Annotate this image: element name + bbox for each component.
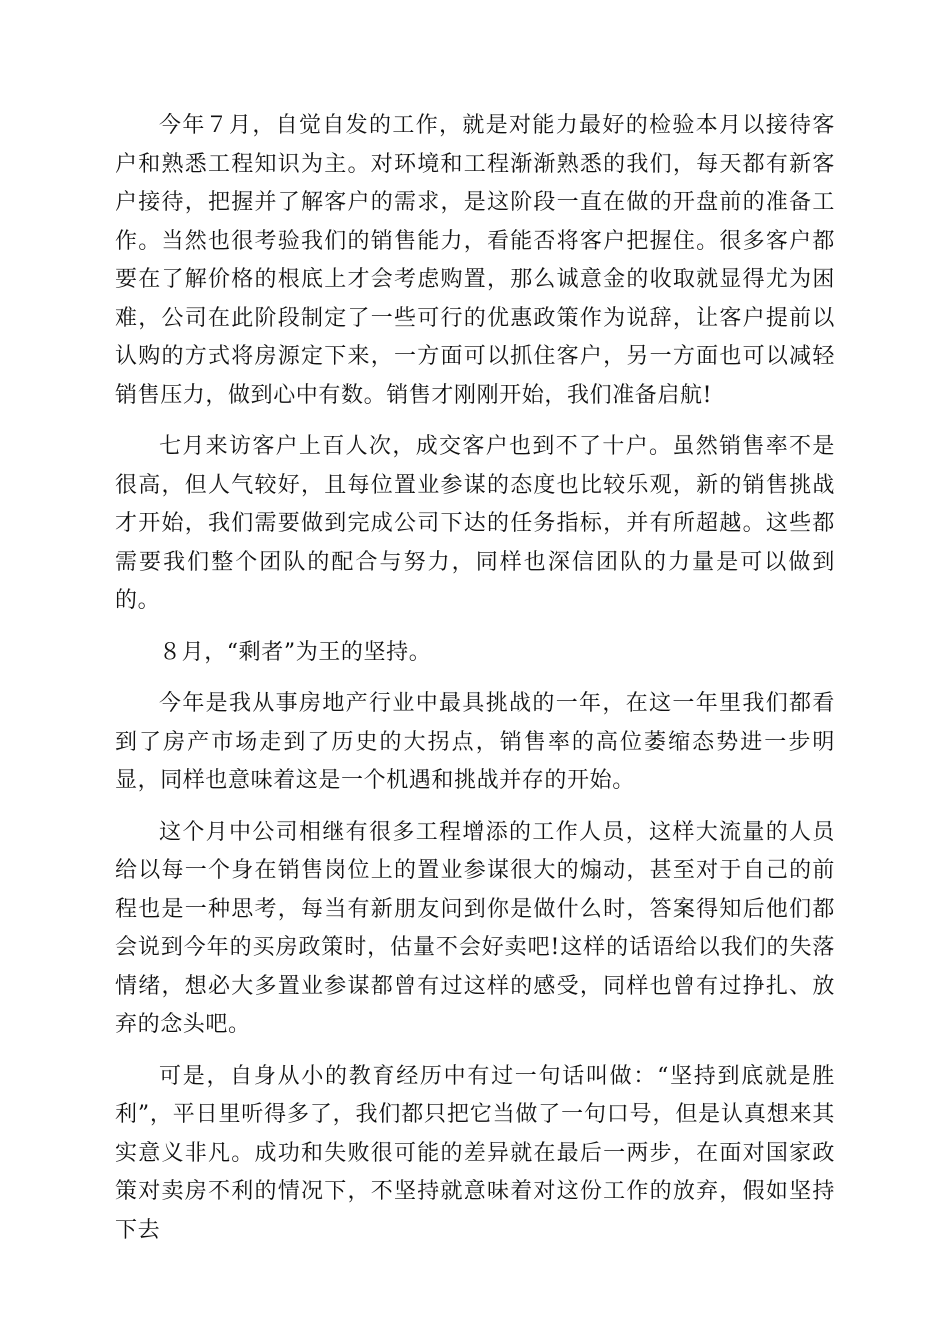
paragraph-staff-changes: 这个月中公司相继有很多工程增添的工作人员，这样大流量的人员给以每一个身在销售岗位上的置业参谋很大的煽动，甚至对于自己的前程也是一种思考，每当有新朋友问到你是做什么时，答案得知后他们都会说到今年的买房政策时，估量不会好卖吧!这样的话语给以我们的失落情绪，想必大多置业参谋都曾有过这样的感受，同样也曾有过挣扎、放弃的念头吧。	[115, 819, 835, 1037]
paragraph-persistence: 可是，自身从小的教育经历中有过一句话叫做：“坚持到底就是胜利”，平日里听得多了，我们都只把它当做了一句口号，但是认真想来其实意义非凡。成功和失败很可能的差异就在最后一两步，在面对国家政策对卖房不利的情况下，不坚持就意味着对这份工作的放弃，假如坚持下去	[115, 1063, 835, 1243]
document-body	[115, 107, 835, 1263]
paragraph-august-heading: ８月，“剩者”为王的坚持。	[159, 639, 432, 665]
paragraph-july-intro: 今年７月，自觉自发的工作，就是对能力最好的检验本月以接待客户和熟悉工程知识为主。对环境和工程渐渐熟悉的我们，每天都有新客户接待，把握并了解客户的需求，是这阶段一直在做的开盘前的准备工作。当然也很考验我们的销售能力，看能否将客户把握住。很多客户都要在了解价格的根底上才会考虑购置，那么诚意金的收取就显得尤为困难，公司在此阶段制定了一些可行的优惠政策作为说辞，让客户提前以认购的方式将房源定下来，一方面可以抓住客户，另一方面也可以减轻销售压力，做到心中有数。销售才刚刚开始，我们准备启航!	[115, 113, 835, 408]
paragraph-july-visitors: 七月来访客户上百人次，成交客户也到不了十户。虽然销售率不是很高，但人气较好，且每位置业参谋的态度也比较乐观，新的销售挑战才开始，我们需要做到完成公司下达的任务指标，并有所超越。这些都需要我们整个团队的配合与努力，同样也深信团队的力量是可以做到的。	[115, 434, 835, 613]
paragraph-market-challenge: 今年是我从事房地产行业中最具挑战的一年，在这一年里我们都看到了房产市场走到了历史的大拐点，销售率的高位萎缩态势进一步明显，同样也意味着这是一个机遇和挑战并存的开始。	[115, 691, 835, 793]
